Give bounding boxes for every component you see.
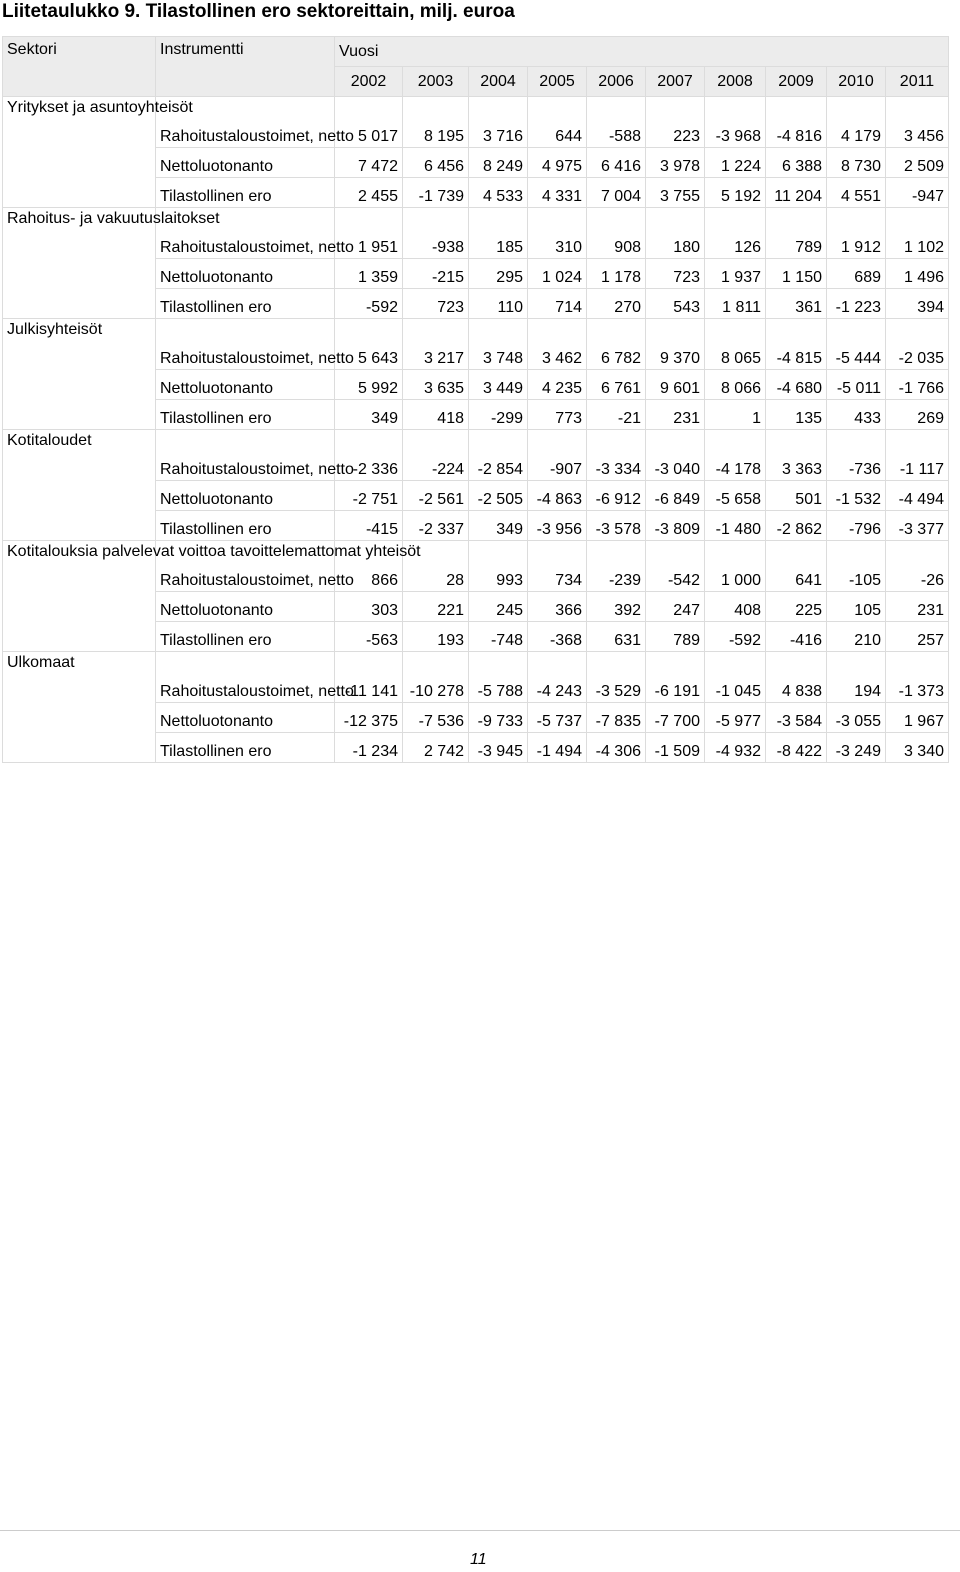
value-cell: 689: [827, 259, 886, 289]
value-cell: -592: [705, 622, 766, 652]
value-cell: -4 816: [766, 97, 827, 148]
value-cell: -563: [335, 622, 403, 652]
value-cell: -2 862: [766, 511, 827, 541]
value-cell: 6 761: [587, 370, 646, 400]
value-cell: 1 178: [587, 259, 646, 289]
value-cell: -736: [827, 430, 886, 481]
value-cell: -416: [766, 622, 827, 652]
sector-cell: Rahoitus- ja vakuutuslaitokset: [3, 208, 156, 319]
value-cell: -224: [403, 430, 469, 481]
value-cell: 7 004: [587, 178, 646, 208]
value-cell: 641: [766, 541, 827, 592]
value-cell: 1 811: [705, 289, 766, 319]
value-cell: 3 716: [469, 97, 528, 148]
value-cell: -215: [403, 259, 469, 289]
table-row: [3, 208, 949, 259]
sector-cell: Kotitaloudet: [3, 430, 156, 541]
value-cell: 210: [827, 622, 886, 652]
value-cell: 185: [469, 208, 528, 259]
value-cell: -4 306: [587, 733, 646, 763]
value-cell: -3 968: [705, 97, 766, 148]
value-cell: 28: [403, 541, 469, 592]
value-cell: -10 278: [403, 652, 469, 703]
instrument-cell: Rahoitustaloustoimet, netto: [156, 319, 335, 370]
value-cell: 433: [827, 400, 886, 430]
instrument-cell: Nettoluotonanto: [156, 703, 335, 733]
value-cell: 1 000: [705, 541, 766, 592]
value-cell: -21: [587, 400, 646, 430]
value-cell: -1 234: [335, 733, 403, 763]
value-cell: 866: [335, 541, 403, 592]
value-cell: -3 040: [646, 430, 705, 481]
value-cell: 7 472: [335, 148, 403, 178]
value-cell: 4 975: [528, 148, 587, 178]
year-header-cell: 2009: [766, 67, 827, 97]
value-cell: 8 066: [705, 370, 766, 400]
value-cell: 6 456: [403, 148, 469, 178]
value-cell: -1 739: [403, 178, 469, 208]
instrument-cell: Tilastollinen ero: [156, 511, 335, 541]
value-cell: -5 658: [705, 481, 766, 511]
value-cell: -3 584: [766, 703, 827, 733]
value-cell: 105: [827, 592, 886, 622]
instrument-cell: Tilastollinen ero: [156, 400, 335, 430]
value-cell: 2 455: [335, 178, 403, 208]
value-cell: 993: [469, 541, 528, 592]
value-cell: -938: [403, 208, 469, 259]
year-header-cell: 2008: [705, 67, 766, 97]
sector-cell: Julkisyhteisöt: [3, 319, 156, 430]
value-cell: 194: [827, 652, 886, 703]
instrument-cell: Tilastollinen ero: [156, 289, 335, 319]
value-cell: 2 742: [403, 733, 469, 763]
value-cell: 789: [646, 622, 705, 652]
value-cell: 11 204: [766, 178, 827, 208]
instrument-cell: Tilastollinen ero: [156, 733, 335, 763]
value-cell: 8 730: [827, 148, 886, 178]
instrument-cell: Nettoluotonanto: [156, 259, 335, 289]
value-cell: -4 243: [528, 652, 587, 703]
value-cell: -2 336: [335, 430, 403, 481]
value-cell: 361: [766, 289, 827, 319]
year-header-cell: 2002: [335, 67, 403, 97]
value-cell: 1 951: [335, 208, 403, 259]
value-cell: 1 224: [705, 148, 766, 178]
value-cell: 3 635: [403, 370, 469, 400]
instrument-cell: Rahoitustaloustoimet, netto: [156, 430, 335, 481]
value-cell: -4 680: [766, 370, 827, 400]
value-cell: -5 737: [528, 703, 587, 733]
value-cell: -1 480: [705, 511, 766, 541]
value-cell: -26: [886, 541, 949, 592]
value-cell: 270: [587, 289, 646, 319]
value-cell: 5 992: [335, 370, 403, 400]
value-cell: -239: [587, 541, 646, 592]
sector-header: Sektori: [3, 37, 156, 97]
value-cell: -3 529: [587, 652, 646, 703]
value-cell: -11 141: [335, 652, 403, 703]
value-cell: 257: [886, 622, 949, 652]
year-header-cell: 2010: [827, 67, 886, 97]
value-cell: 644: [528, 97, 587, 148]
table-row: [3, 97, 949, 148]
value-cell: 110: [469, 289, 528, 319]
value-cell: -1 532: [827, 481, 886, 511]
instrument-cell: Rahoitustaloustoimet, netto: [156, 97, 335, 148]
value-cell: -5 788: [469, 652, 528, 703]
value-cell: 1 496: [886, 259, 949, 289]
instrument-cell: Nettoluotonanto: [156, 481, 335, 511]
value-cell: 408: [705, 592, 766, 622]
value-cell: -3 334: [587, 430, 646, 481]
value-cell: 3 340: [886, 733, 949, 763]
value-cell: -1 223: [827, 289, 886, 319]
page-title: Liitetaulukko 9. Tilastollinen ero sektoreittain, milj. euroa: [2, 1, 515, 22]
value-cell: 3 456: [886, 97, 949, 148]
value-cell: 3 462: [528, 319, 587, 370]
value-cell: -2 505: [469, 481, 528, 511]
value-cell: 135: [766, 400, 827, 430]
value-cell: 1 937: [705, 259, 766, 289]
value-cell: -8 422: [766, 733, 827, 763]
value-cell: 180: [646, 208, 705, 259]
value-cell: -907: [528, 430, 587, 481]
value-cell: -5 444: [827, 319, 886, 370]
value-cell: -1 766: [886, 370, 949, 400]
value-cell: 310: [528, 208, 587, 259]
value-cell: 714: [528, 289, 587, 319]
year-header-cell: 2011: [886, 67, 949, 97]
value-cell: 501: [766, 481, 827, 511]
value-cell: -1 494: [528, 733, 587, 763]
year-header-cell: 2007: [646, 67, 705, 97]
value-cell: -592: [335, 289, 403, 319]
value-cell: 303: [335, 592, 403, 622]
value-cell: 789: [766, 208, 827, 259]
value-cell: -6 191: [646, 652, 705, 703]
value-cell: -542: [646, 541, 705, 592]
year-header-cell: 2006: [587, 67, 646, 97]
value-cell: 9 370: [646, 319, 705, 370]
value-cell: 247: [646, 592, 705, 622]
table-row: [3, 430, 949, 481]
value-cell: -5 011: [827, 370, 886, 400]
value-cell: -7 700: [646, 703, 705, 733]
value-cell: 4 838: [766, 652, 827, 703]
value-cell: 1 024: [528, 259, 587, 289]
instrument-cell: Nettoluotonanto: [156, 592, 335, 622]
instrument-cell: Rahoitustaloustoimet, netto: [156, 541, 335, 592]
value-cell: 6 782: [587, 319, 646, 370]
value-cell: -299: [469, 400, 528, 430]
value-cell: 773: [528, 400, 587, 430]
year-header: Vuosi: [335, 37, 949, 67]
value-cell: -3 249: [827, 733, 886, 763]
value-cell: -6 849: [646, 481, 705, 511]
instrument-cell: Rahoitustaloustoimet, netto: [156, 652, 335, 703]
value-cell: -748: [469, 622, 528, 652]
value-cell: 8 249: [469, 148, 528, 178]
value-cell: 4 235: [528, 370, 587, 400]
statistics-table: [2, 36, 949, 763]
value-cell: 269: [886, 400, 949, 430]
value-cell: -105: [827, 541, 886, 592]
value-cell: 9 601: [646, 370, 705, 400]
value-cell: -1 117: [886, 430, 949, 481]
instrument-cell: Nettoluotonanto: [156, 370, 335, 400]
value-cell: 5 643: [335, 319, 403, 370]
value-cell: 4 551: [827, 178, 886, 208]
instrument-cell: Rahoitustaloustoimet, netto: [156, 208, 335, 259]
value-cell: 631: [587, 622, 646, 652]
value-cell: 126: [705, 208, 766, 259]
value-cell: 723: [646, 259, 705, 289]
sector-cell: Yritykset ja asuntoyhteisöt: [3, 97, 156, 208]
value-cell: -7 536: [403, 703, 469, 733]
value-cell: 366: [528, 592, 587, 622]
sector-cell: Ulkomaat: [3, 652, 156, 763]
value-cell: -1 373: [886, 652, 949, 703]
footer-divider: [0, 1530, 960, 1531]
value-cell: -9 733: [469, 703, 528, 733]
value-cell: -947: [886, 178, 949, 208]
value-cell: 8 065: [705, 319, 766, 370]
value-cell: 6 388: [766, 148, 827, 178]
value-cell: 1: [705, 400, 766, 430]
value-cell: -12 375: [335, 703, 403, 733]
value-cell: -368: [528, 622, 587, 652]
value-cell: 3 217: [403, 319, 469, 370]
value-cell: 223: [646, 97, 705, 148]
value-cell: 1 150: [766, 259, 827, 289]
value-cell: -6 912: [587, 481, 646, 511]
value-cell: -4 494: [886, 481, 949, 511]
instrument-cell: Tilastollinen ero: [156, 178, 335, 208]
value-cell: 1 102: [886, 208, 949, 259]
value-cell: -4 932: [705, 733, 766, 763]
value-cell: 4 533: [469, 178, 528, 208]
value-cell: -588: [587, 97, 646, 148]
value-cell: 349: [335, 400, 403, 430]
value-cell: 231: [886, 592, 949, 622]
value-cell: 4 179: [827, 97, 886, 148]
value-cell: -4 178: [705, 430, 766, 481]
value-cell: 418: [403, 400, 469, 430]
value-cell: 193: [403, 622, 469, 652]
value-cell: -2 854: [469, 430, 528, 481]
value-cell: 5 192: [705, 178, 766, 208]
value-cell: 394: [886, 289, 949, 319]
value-cell: -2 337: [403, 511, 469, 541]
value-cell: 1 359: [335, 259, 403, 289]
value-cell: -3 055: [827, 703, 886, 733]
value-cell: 1 967: [886, 703, 949, 733]
value-cell: 723: [403, 289, 469, 319]
value-cell: -2 035: [886, 319, 949, 370]
value-cell: 8 195: [403, 97, 469, 148]
value-cell: -2 561: [403, 481, 469, 511]
value-cell: -4 863: [528, 481, 587, 511]
year-header-cell: 2003: [403, 67, 469, 97]
value-cell: 1 912: [827, 208, 886, 259]
table-row: [3, 652, 949, 703]
value-cell: -796: [827, 511, 886, 541]
value-cell: -3 809: [646, 511, 705, 541]
year-header-cell: 2004: [469, 67, 528, 97]
value-cell: 225: [766, 592, 827, 622]
value-cell: 245: [469, 592, 528, 622]
value-cell: 6 416: [587, 148, 646, 178]
value-cell: 734: [528, 541, 587, 592]
table-row: [3, 541, 949, 592]
sector-cell: Kotitalouksia palvelevat voittoa tavoittelemattomat yhteisöt: [3, 541, 156, 652]
instrument-header: Instrumentti: [156, 37, 335, 97]
value-cell: 908: [587, 208, 646, 259]
value-cell: 2 509: [886, 148, 949, 178]
value-cell: 3 978: [646, 148, 705, 178]
instrument-cell: Tilastollinen ero: [156, 622, 335, 652]
value-cell: -7 835: [587, 703, 646, 733]
instrument-cell: Nettoluotonanto: [156, 148, 335, 178]
value-cell: -3 945: [469, 733, 528, 763]
value-cell: 3 449: [469, 370, 528, 400]
value-cell: 349: [469, 511, 528, 541]
year-header-cell: 2005: [528, 67, 587, 97]
value-cell: -4 815: [766, 319, 827, 370]
value-cell: 221: [403, 592, 469, 622]
value-cell: -1 045: [705, 652, 766, 703]
value-cell: -3 377: [886, 511, 949, 541]
value-cell: 4 331: [528, 178, 587, 208]
value-cell: 392: [587, 592, 646, 622]
page-number: 11: [470, 1551, 487, 1568]
table-row: [3, 319, 949, 370]
value-cell: -3 578: [587, 511, 646, 541]
value-cell: 3 755: [646, 178, 705, 208]
value-cell: 295: [469, 259, 528, 289]
value-cell: -2 751: [335, 481, 403, 511]
value-cell: -1 509: [646, 733, 705, 763]
value-cell: -5 977: [705, 703, 766, 733]
value-cell: 543: [646, 289, 705, 319]
value-cell: -415: [335, 511, 403, 541]
value-cell: 3 748: [469, 319, 528, 370]
value-cell: 3 363: [766, 430, 827, 481]
value-cell: -3 956: [528, 511, 587, 541]
value-cell: 231: [646, 400, 705, 430]
value-cell: 5 017: [335, 97, 403, 148]
